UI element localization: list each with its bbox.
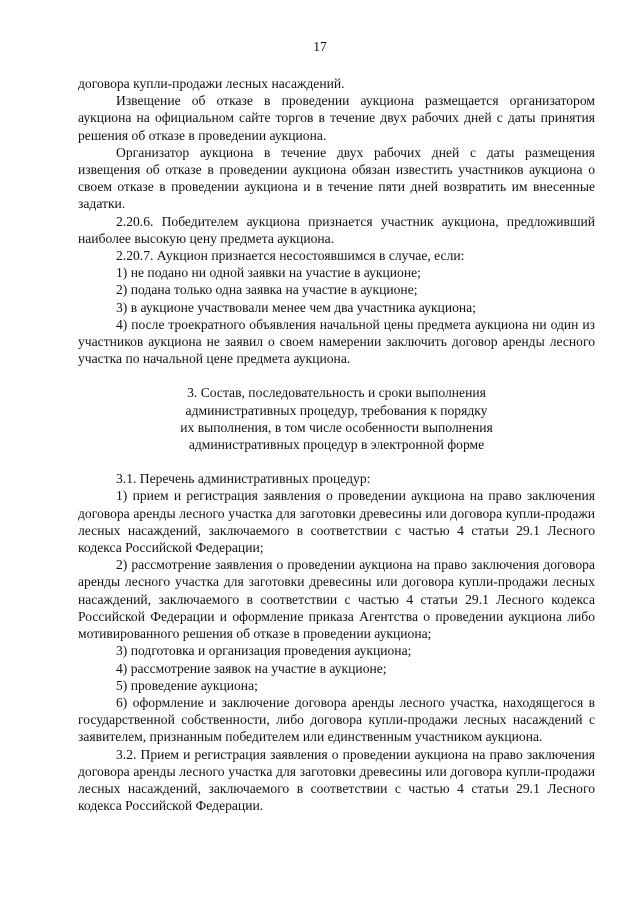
paragraph: 1) прием и регистрация заявления о проведении аукциона на право заключения договора аренды лесного участка для заготовки древесины или договора купли-продажи лесных насаждений, заключаемого в соответствии с частью 4 статьи 29.1 Лесного кодекса Российской Федерации; bbox=[78, 488, 595, 556]
document-body bbox=[78, 75, 595, 814]
paragraph: 5) проведение аукциона; bbox=[116, 677, 258, 693]
paragraph: 1) не подано ни одной заявки на участие в аукционе; bbox=[116, 265, 421, 281]
paragraph: 2) подана только одна заявка на участие в аукционе; bbox=[116, 282, 418, 298]
paragraph: Организатор аукциона в течение двух рабочих дней с даты размещения извещения об отказе в проведении аукциона обязан известить участников аукциона о своем отказе в проведении аукциона и в течение пяти дней возвратить им внесенные задатки. bbox=[78, 144, 595, 212]
paragraph: 3.1. Перечень административных процедур: bbox=[116, 471, 371, 487]
paragraph: договора купли-продажи лесных насаждений. bbox=[78, 76, 345, 91]
section-heading-line: административных процедур в электронной форме bbox=[188, 437, 485, 453]
section-heading bbox=[78, 384, 595, 453]
paragraph: 4) рассмотрение заявок на участие в аукционе; bbox=[116, 660, 387, 676]
paragraph: 2) рассмотрение заявления о проведении аукциона на право заключения договора аренды лесного участка для заготовки древесины или договора купли-продажи лесных насаждений, заключаемого в соответствии с частью 4 статьи 29.1 Лесного кодекса Российской Федерации и оформление приказа Агентства о проведении аукциона либо мотивированного решения об отказе в проведении аукциона; bbox=[78, 557, 595, 642]
paragraphs-before-heading bbox=[78, 75, 595, 367]
paragraph: 3) подготовка и организация проведения аукциона; bbox=[116, 643, 412, 659]
paragraphs-after-heading bbox=[78, 470, 595, 814]
paragraph: 2.20.7. Аукцион признается несостоявшимся в случае, если: bbox=[116, 248, 465, 264]
section-heading-line: 3. Состав, последовательность и сроки выполнения bbox=[187, 385, 486, 401]
section-heading-line: административных процедур, требования к порядку bbox=[185, 402, 488, 418]
paragraph: 2.20.6. Победителем аукциона признается участник аукциона, предложивший наиболее высокую цену предмета аукциона. bbox=[78, 213, 595, 246]
paragraph: 4) после троекратного объявления начальной цены предмета аукциона ни один из участников аукциона не заявил о своем намерении заключить договор аренды лесного участка по начальной цене предмета аукциона. bbox=[78, 316, 595, 367]
paragraph: Извещение об отказе в проведении аукциона размещается организатором аукциона на официальном сайте торгов в течение двух рабочих дней с даты принятия решения об отказе в проведении аукциона. bbox=[78, 93, 595, 143]
paragraph: 6) оформление и заключение договора аренды лесного участка, находящегося в государственной собственности, либо договора купли-продажи лесных насаждений с заявителем, признанным победителем или единственным участником аукциона. bbox=[78, 694, 595, 745]
paragraph: 3) в аукционе участвовали менее чем два участника аукциона; bbox=[116, 299, 476, 315]
paragraph: 3.2. Прием и регистрация заявления о проведении аукциона на право заключения договора аренды лесного участка для заготовки древесины или договора купли-продажи лесных насаждений, заключаемого в соответствии с частью 4 статьи 29.1 Лесного кодекса Российской Федерации. bbox=[78, 746, 595, 814]
page-number: 17 bbox=[313, 39, 327, 54]
section-heading-line: их выполнения, в том числе особенности выполнения bbox=[180, 419, 493, 435]
